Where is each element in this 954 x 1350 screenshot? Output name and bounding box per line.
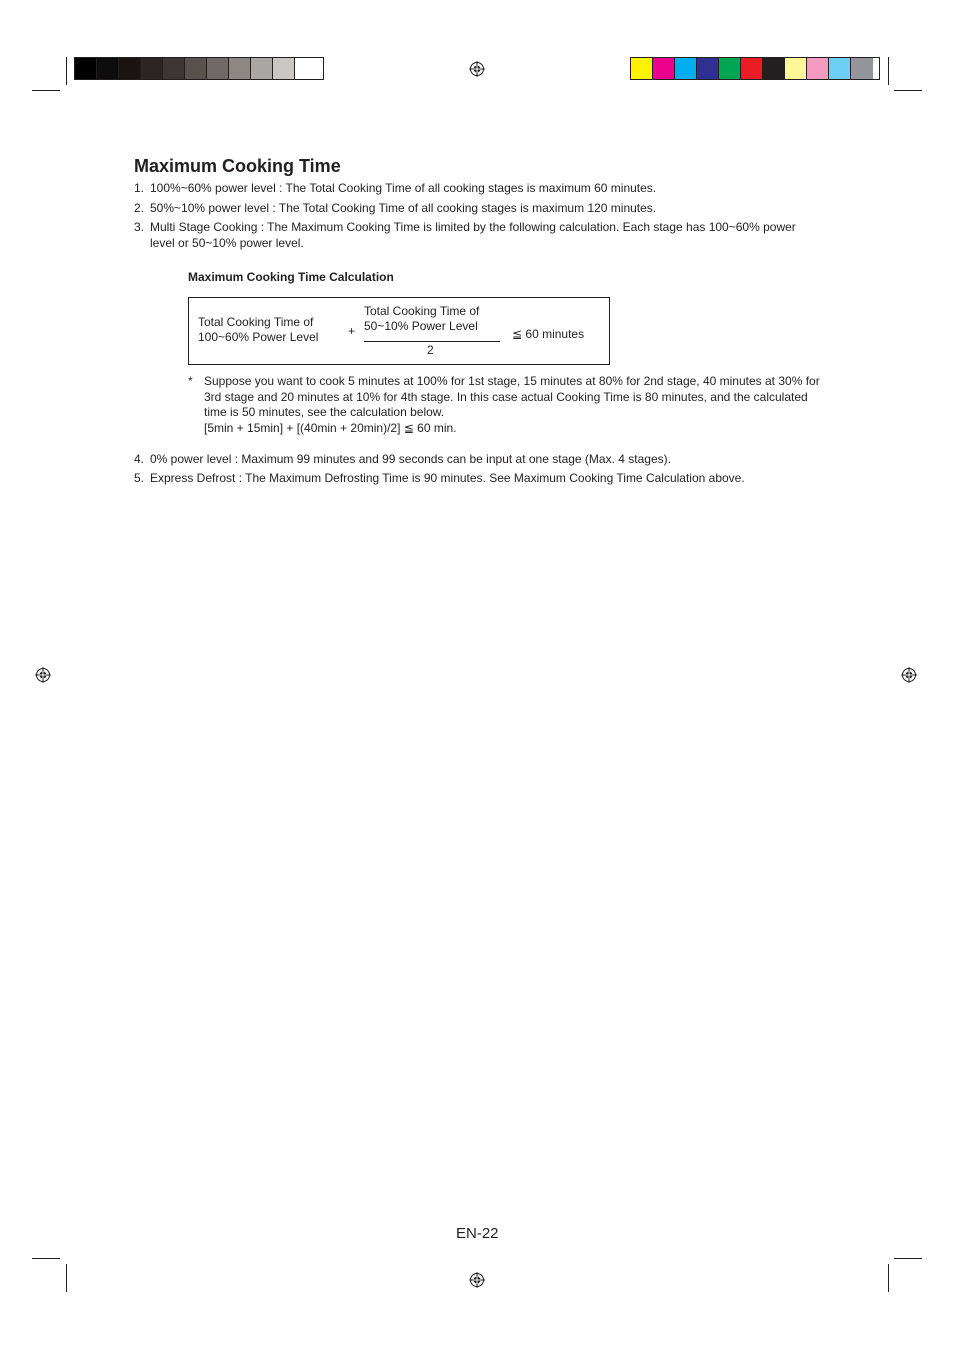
formula-denominator: 2 [427, 343, 434, 357]
crop-mark [66, 57, 67, 85]
formula-term-1-line-1: Total Cooking Time of [198, 315, 314, 329]
color-swatch [229, 58, 251, 79]
note-text: Suppose you want to cook 5 minutes at 100% for 1st stage, 15 minutes at 80% for 2nd stage, 40 minutes at 30% for 3rd stage and 20 minutes at 10% for 4th stage. In this case actual Cooking Time is 80 minutes, and the calculated time is 50 minutes, see the calculation below. [204, 374, 820, 419]
crop-mark [894, 90, 922, 91]
formula-term-1-line-2: 100~60% Power Level [198, 330, 319, 344]
color-swatch [163, 58, 185, 79]
list-item [134, 451, 834, 467]
crop-mark [888, 57, 889, 85]
color-swatch [719, 58, 741, 79]
crop-mark [32, 90, 60, 91]
note-marker: * [188, 374, 193, 388]
list-item [134, 470, 834, 486]
color-swatch [207, 58, 229, 79]
list-item-number: 1. [134, 181, 145, 195]
color-swatch [75, 58, 97, 79]
example-note [188, 374, 828, 436]
fraction-bar [364, 341, 500, 342]
color-swatch [785, 58, 807, 79]
registration-mark-icon [35, 667, 51, 683]
registration-mark-icon [469, 61, 485, 77]
formula-result: ≦ 60 minutes [512, 327, 585, 341]
crop-mark [32, 1258, 60, 1259]
list-item-text: Express Defrost : The Maximum Defrosting Time is 90 minutes. See Maximum Cooking Time Calculation above. [150, 471, 745, 485]
color-swatch [675, 58, 697, 79]
color-swatch [741, 58, 763, 79]
list-item-number: 4. [134, 452, 145, 466]
crop-mark [888, 1264, 889, 1292]
list-item-text: 0% power level : Maximum 99 minutes and 99 seconds can be input at one stage (Max. 4 stages). [150, 452, 671, 466]
gray-scale-bar [74, 57, 324, 80]
color-swatch [631, 58, 653, 79]
list-item-text: 50%~10% power level : The Total Cooking Time of all cooking stages is maximum 120 minutes. [150, 201, 657, 215]
color-swatch [763, 58, 785, 79]
list-item [134, 180, 834, 196]
color-swatch [141, 58, 163, 79]
calculation-title: Maximum Cooking Time Calculation [188, 270, 394, 284]
list-item-text: Multi Stage Cooking : The Maximum Cooking Time is limited by the following calculation. Each stage has 100~60% power level or 50~10% power level. [150, 220, 796, 250]
list-item [134, 200, 834, 216]
color-swatch [119, 58, 141, 79]
color-swatch [829, 58, 851, 79]
formula-term-2-line-2: 50~10% Power Level [364, 319, 478, 333]
crop-mark [66, 1264, 67, 1292]
crop-mark [894, 1258, 922, 1259]
color-swatch [697, 58, 719, 79]
color-swatch [295, 58, 317, 79]
list-item-number: 2. [134, 201, 145, 215]
color-swatch [251, 58, 273, 79]
color-calibration-bar [630, 57, 880, 80]
list-item-text: 100%~60% power level : The Total Cooking Time of all cooking stages is maximum 60 minutes. [150, 181, 657, 195]
color-swatch [273, 58, 295, 79]
registration-mark-icon [469, 1272, 485, 1288]
list-item-number: 5. [134, 471, 145, 485]
formula-box [188, 297, 610, 365]
color-swatch [807, 58, 829, 79]
list-item [134, 219, 834, 251]
color-swatch [851, 58, 873, 79]
color-swatch [185, 58, 207, 79]
page-number: EN-22 [456, 1225, 499, 1242]
page-title: Maximum Cooking Time [134, 156, 341, 176]
note-equation: [5min + 15min] + [(40min + 20min)/2] ≦ 60 min. [204, 420, 457, 435]
color-swatch [97, 58, 119, 79]
color-swatch [653, 58, 675, 79]
formula-term-2-line-1: Total Cooking Time of [364, 304, 480, 318]
registration-mark-icon [901, 667, 917, 683]
list-item-number: 3. [134, 220, 145, 234]
formula-plus-sign: + [348, 324, 356, 338]
